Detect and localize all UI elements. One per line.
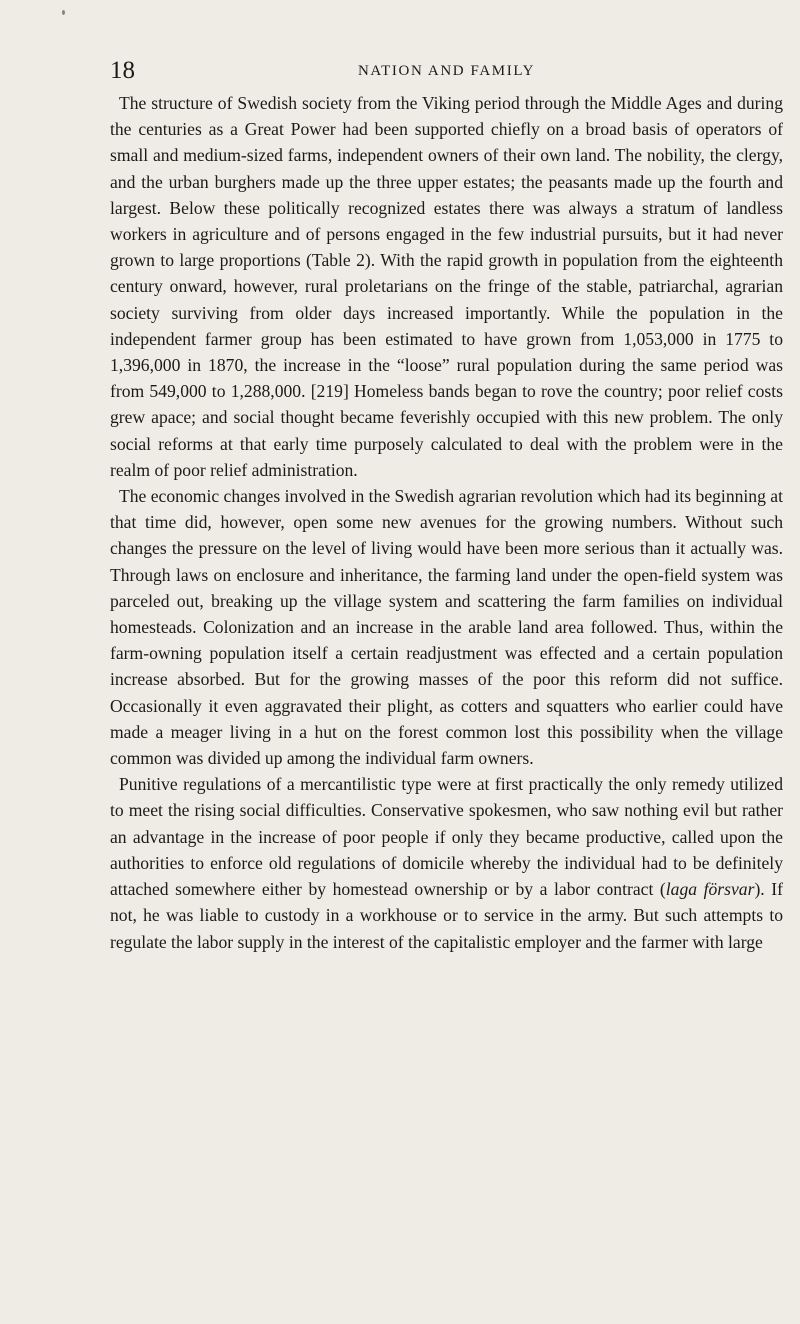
paragraph-3-italic-term: laga försvar: [665, 879, 755, 900]
paragraph-3-text-b: ). If not, he was liable to custody in a workhouse or to service in the army. But such attempts to regulate the labor supply in the interest of the capitalistic employer and the farmer with large: [110, 879, 783, 952]
paragraph-1: The structure of Swedish society from the Viking period through the Middle Ages and during the centuries as a Great Power had been supported chiefly on a broad basis of operators of small and medium-sized farms, independent owners of their own land. The nobility, the clergy, and the urban burghers made up the three upper estates; the peasants made up the fourth and largest. Below these politically recognized estates there was always a stratum of landless workers in agriculture and of persons engaged in the few industrial pursuits, but it had never grown to large proportions (Table 2). With the rapid growth in population from the eighteenth century onward, however, rural proletarians on the fringe of the stable, patriarchal, agrarian society surviving from older days increased importantly. While the population in the independent farmer group has been estimated to have grown from 1,053,000 in 1775 to 1,396,000 in 1870, the increase in the “loose” rural population during the same period was from 549,000 to 1,288,000. [219] Homeless bands began to rove the country; poor relief costs grew apace; and social thought became feverishly occupied with this new problem. The only social reforms at that early time purposely calculated to deal with the problem were in the realm of poor relief administration.: [110, 93, 783, 480]
page-speck: [62, 10, 65, 15]
book-page: [110, 56, 783, 955]
page-number: 18: [110, 57, 135, 84]
body-text: [110, 90, 783, 955]
paragraph-3: [110, 771, 783, 954]
running-head: NATION AND FAMILY: [357, 63, 536, 79]
paragraph-2: The economic changes involved in the Swedish agrarian revolution which had its beginning at that time did, however, open some new avenues for the growing numbers. Without such changes the pressure on the level of living would have been more serious than it actually was. Through laws on enclosure and inheritance, the farming land under the open-field system was parceled out, breaking up the village system and scattering the farm families on individual homesteads. Colonization and an increase in the arable land area followed. Thus, within the farm-owning population itself a certain readjustment was effected and a certain population increase absorbed. But for the growing masses of the poor this reform did not suffice. Occasionally it even aggravated their plight, as cotters and squatters who earlier could have made a meager living in a hut on the forest common lost this possibility when the village common was divided up among the individual farm owners.: [110, 486, 783, 769]
page-header: [110, 56, 783, 90]
paragraph-3-text-a: Punitive regulations of a mercantilistic type were at first practically the only remedy utilized to meet the rising social difficulties. Conservative spokesmen, who saw nothing evil but rather an advantage in the increase of poor people if only they became productive, called upon the authorities to enforce old regulations of domicile whereby the individual had to be definitely attached somewhere either by homestead ownership or by a labor contract (: [110, 774, 783, 900]
